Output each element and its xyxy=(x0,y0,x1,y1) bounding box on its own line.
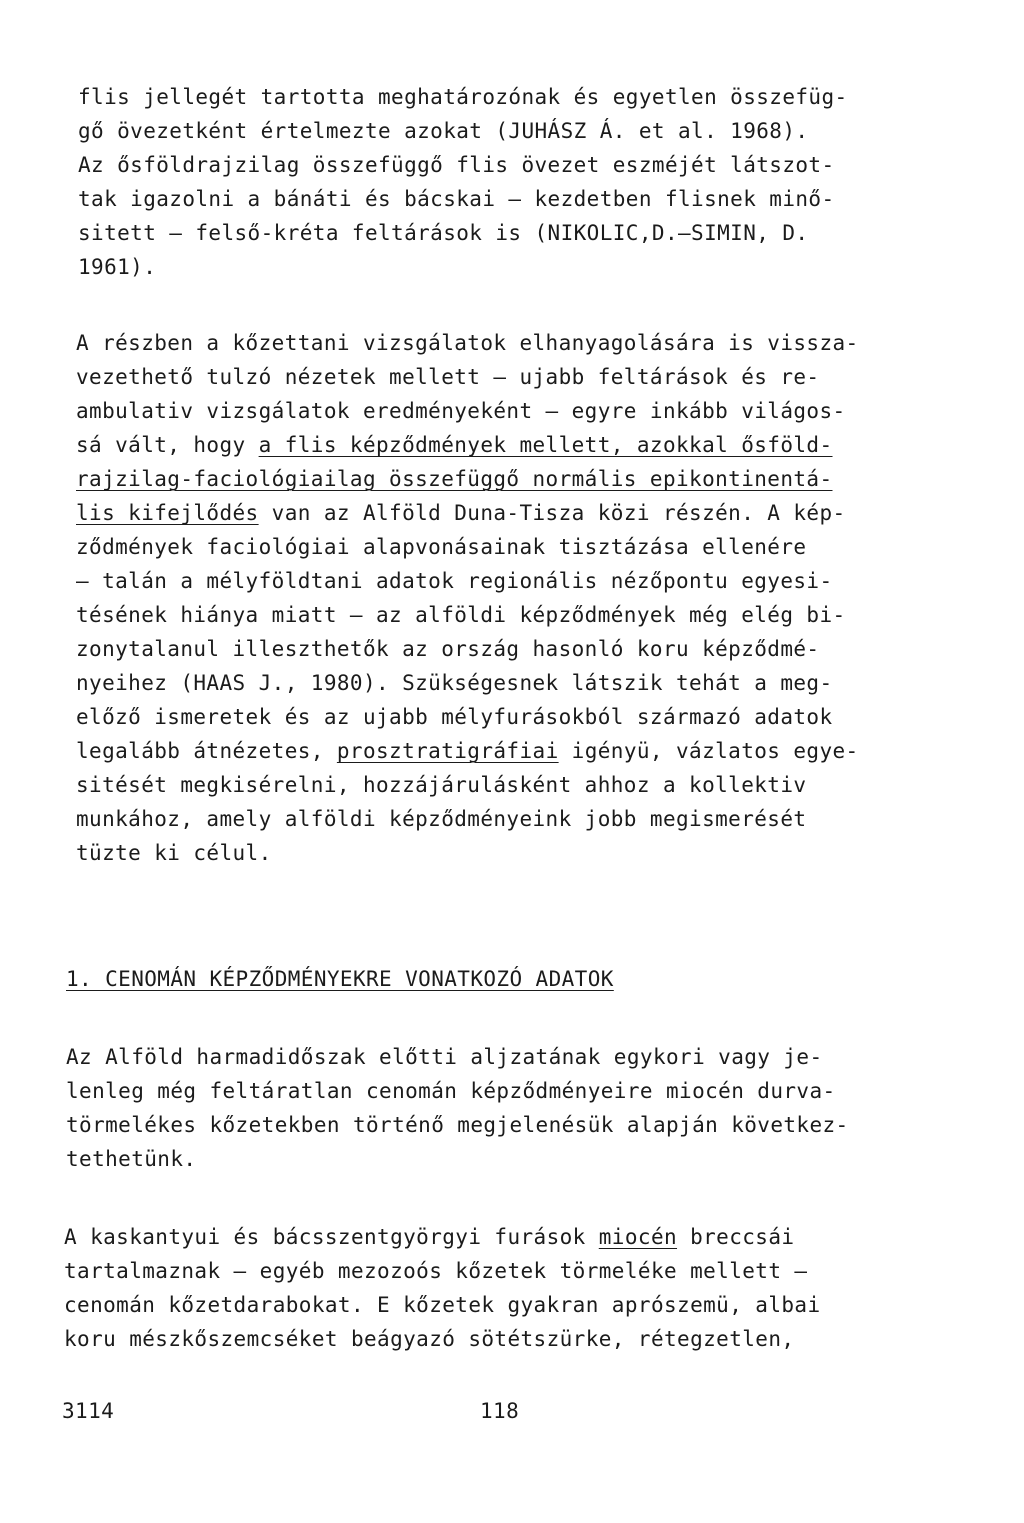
text-segment: van az Alföld Duna-Tisza közi részén. A kép- xyxy=(258,501,846,525)
text-line: nyeihez (HAAS J., 1980). Szükségesnek látszik tehát a meg- xyxy=(76,671,833,695)
text-line-mixed xyxy=(76,734,956,768)
text-line: tartalmaznak — egyéb mezozoós kőzetek törmeléke mellett — xyxy=(64,1259,808,1283)
text-line: tak igazolni a bánáti és bácskai — kezdetben flisnek minő- xyxy=(78,187,835,211)
text-line: ambulativ vizsgálatok eredményeként — egyre inkább világos- xyxy=(76,399,846,423)
text-line-mixed xyxy=(76,428,956,462)
underlined-text: prosztratigráfiai xyxy=(336,739,559,763)
underlined-text: rajzilag-faciológiailag összefüggő normális epikontinentá- xyxy=(76,467,833,491)
text-line: koru mészkőszemcséket beágyazó sötétszürke, rétegzetlen, xyxy=(64,1327,795,1351)
text-line: vezethető tulzó nézetek mellett — ujabb feltárások és re- xyxy=(76,365,820,389)
underlined-text: lis kifejlődés xyxy=(76,501,259,525)
text-line: Az ősföldrajzilag összefüggő flis övezet eszméjét látszot- xyxy=(78,153,835,177)
text-line: cenomán kőzetdarabokat. E kőzetek gyakran aprószemü, albai xyxy=(64,1293,821,1317)
text-line: törmelékes kőzetekben történő megjelenésük alapján következ- xyxy=(66,1113,849,1137)
text-line: zonytalanul illeszthetők az ország hasonló koru képződmé- xyxy=(76,637,820,661)
text-segment: legalább átnézetes, xyxy=(76,739,337,763)
text-line: előző ismeretek és az ujabb mélyfurásokból származó adatok xyxy=(76,705,833,729)
text-line: ződmények faciológiai alapvonásainak tisztázása ellenére xyxy=(76,535,807,559)
text-line: 1961). xyxy=(78,255,157,279)
text-line: — talán a mélyföldtani adatok regionális nézőpontu egyesi- xyxy=(76,569,833,593)
section-heading-text: 1. CENOMÁN KÉPZŐDMÉNYEKRE VONATKOZÓ ADATOK xyxy=(66,967,614,991)
text-segment: igényü, vázlatos egye- xyxy=(558,739,859,763)
text-segment: sá vált, hogy xyxy=(76,433,259,457)
underlined-text: a flis képződmények mellett, azokkal ősföld- xyxy=(258,433,833,457)
underlined-text: miocén xyxy=(598,1225,678,1249)
text-segment: A kaskantyui és bácsszentgyörgyi furások xyxy=(64,1225,599,1249)
section-heading xyxy=(66,962,946,996)
paragraph-1 xyxy=(78,80,958,284)
document-code: 3114 xyxy=(62,1399,115,1423)
paragraph-4 xyxy=(64,1220,944,1356)
text-line-mixed xyxy=(64,1220,944,1254)
paragraph-3 xyxy=(66,1040,946,1176)
page-number: 118 xyxy=(480,1399,520,1423)
text-line: sitését megkisérelni, hozzájárulásként ahhoz a kollektiv xyxy=(76,773,807,797)
text-line-mixed xyxy=(76,462,956,496)
text-line: Az Alföld harmadidőszak előtti aljzatának egykori vagy je- xyxy=(66,1045,823,1069)
text-line: tüzte ki célul. xyxy=(76,841,272,865)
text-line: tésének hiánya miatt — az alföldi képződmények még elég bi- xyxy=(76,603,846,627)
paragraph-2 xyxy=(76,326,956,870)
text-line: sitett — felső-kréta feltárások is (NIKOLIC,D.—SIMIN, D. xyxy=(78,221,809,245)
text-line: lenleg még feltáratlan cenomán képződményeire miocén durva- xyxy=(66,1079,836,1103)
text-segment: breccsái xyxy=(677,1225,795,1249)
text-line: tethetünk. xyxy=(66,1147,197,1171)
text-line: A részben a kőzettani vizsgálatok elhanyagolására is vissza- xyxy=(76,331,859,355)
text-line-mixed xyxy=(76,496,956,530)
text-line: gő övezetként értelmezte azokat (JUHÁSZ Á. et al. 1968). xyxy=(78,119,809,143)
text-line: munkához, amely alföldi képződményeink jobb megismerését xyxy=(76,807,807,831)
text-line: flis jellegét tartotta meghatározónak és egyetlen összefüg- xyxy=(78,85,848,109)
